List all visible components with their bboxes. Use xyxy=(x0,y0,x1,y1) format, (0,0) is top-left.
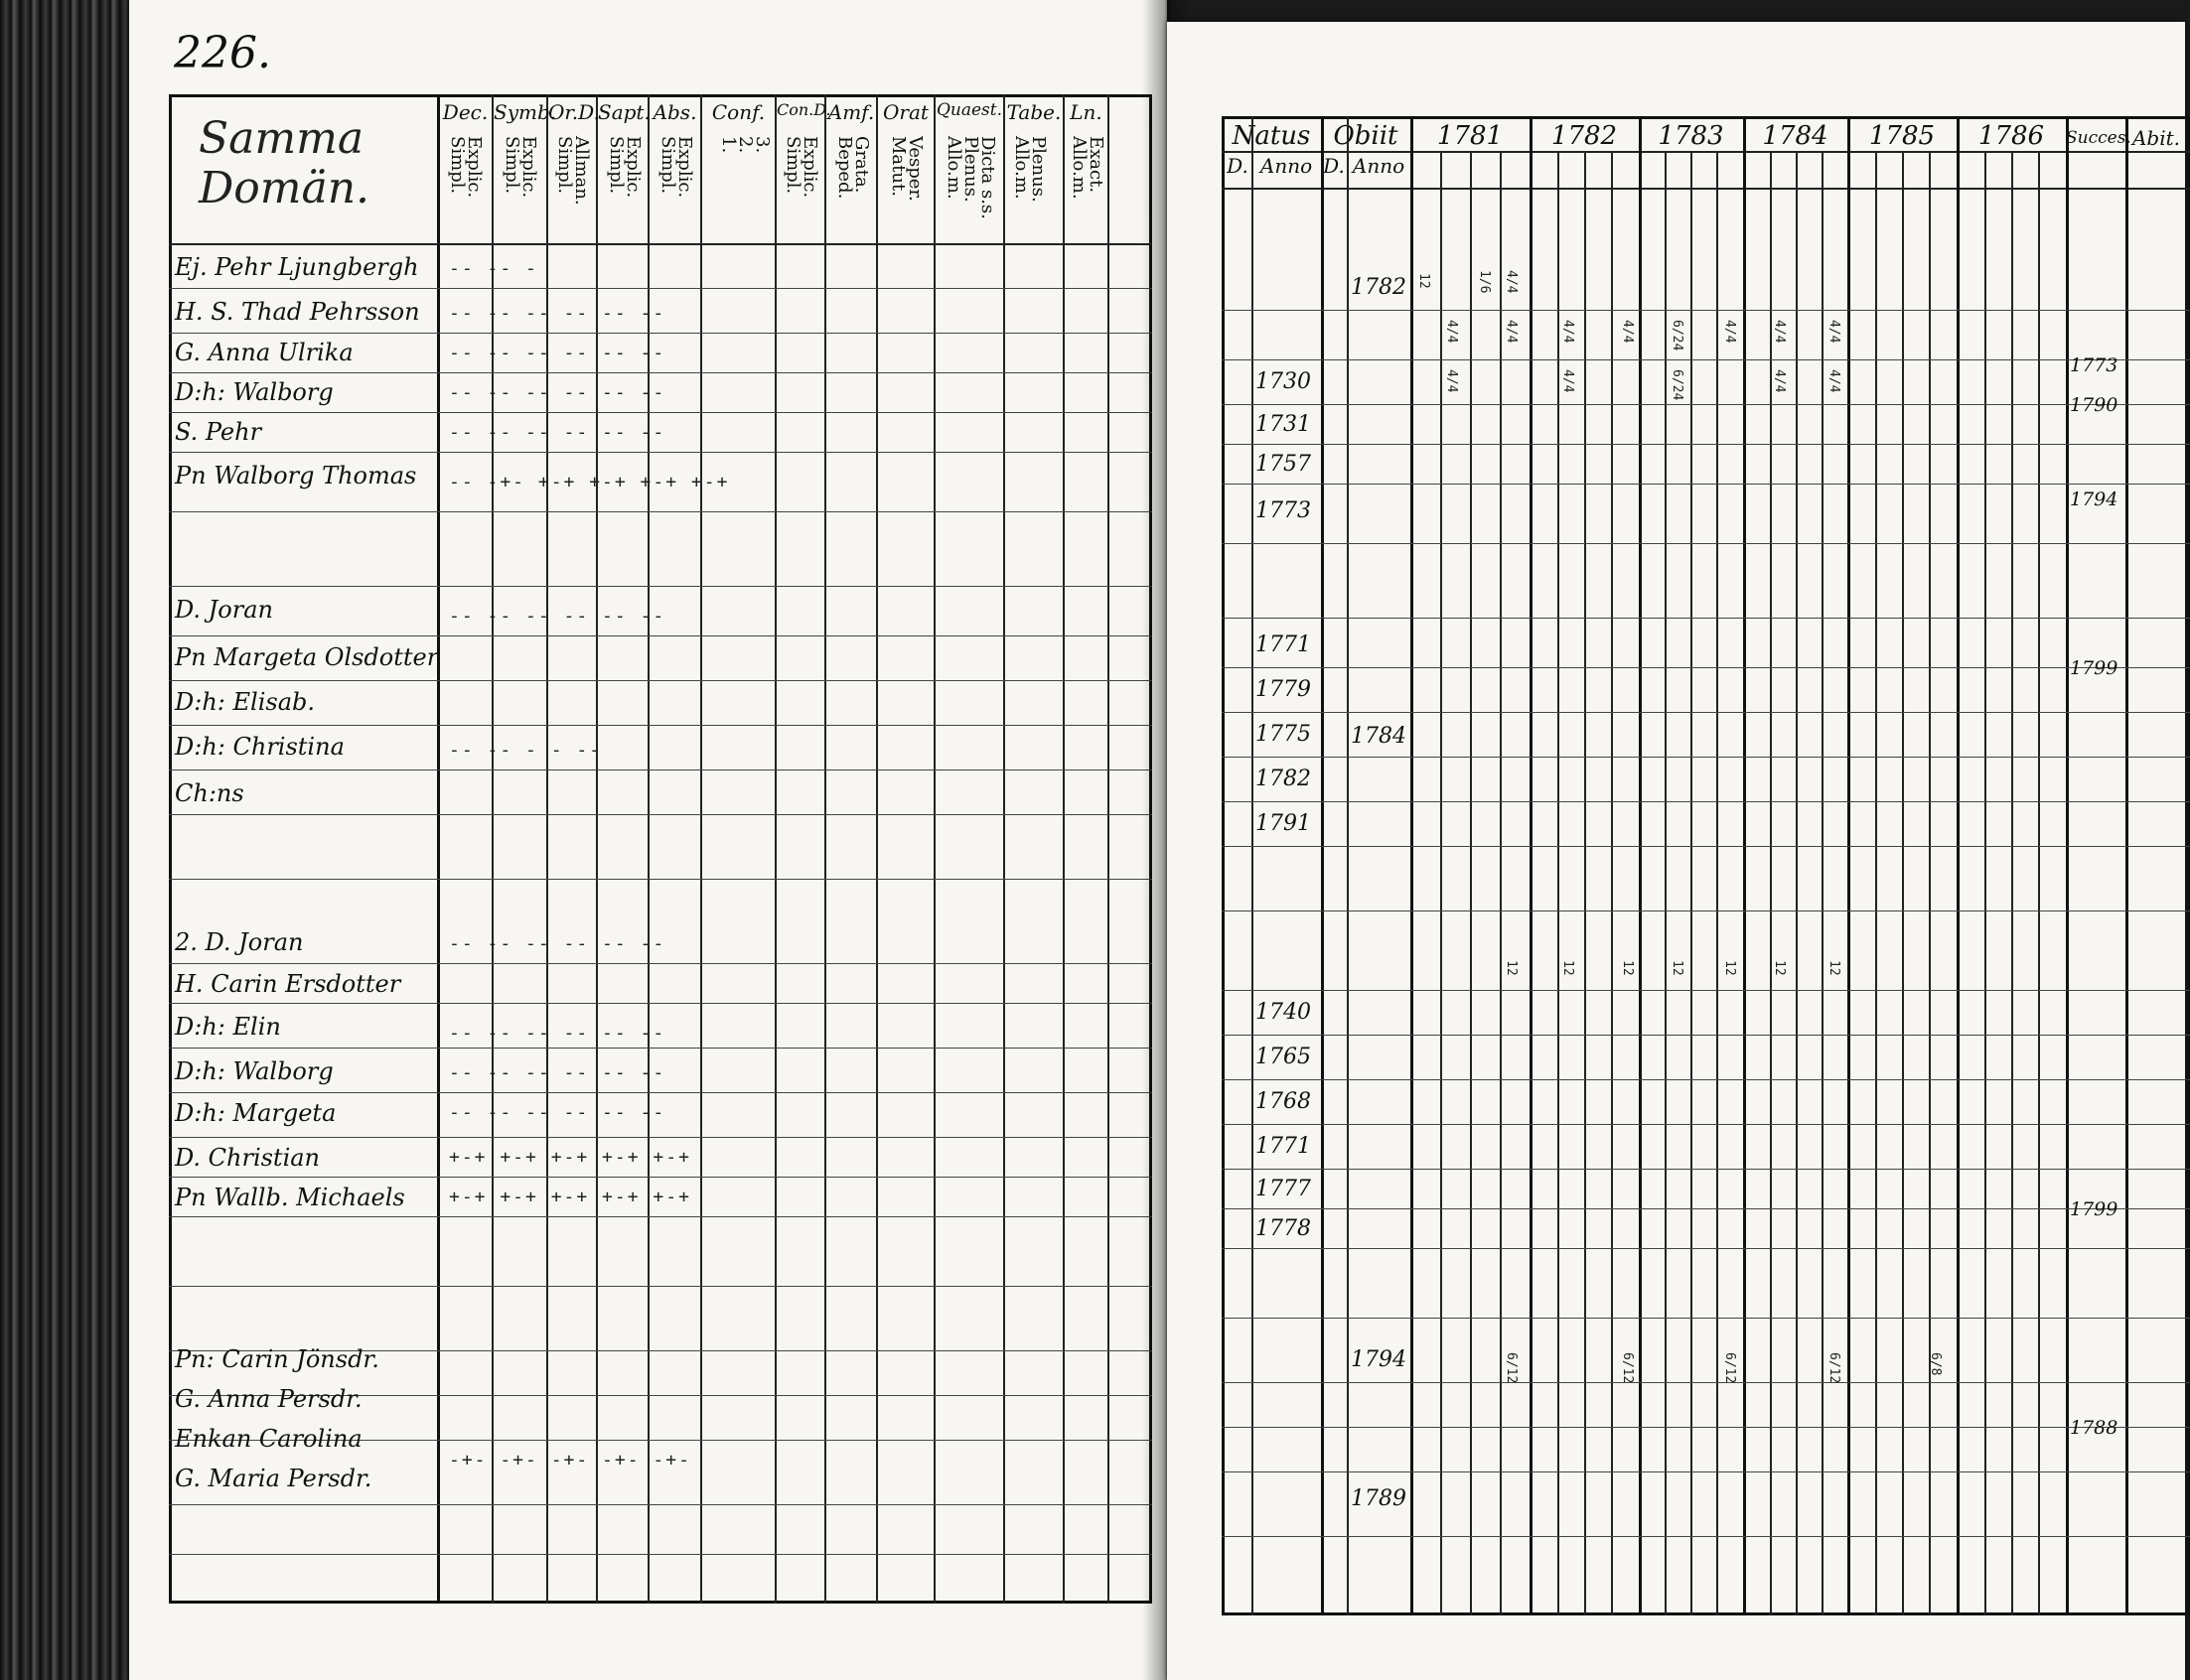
tally-mark: -- -- -- -- -- -- xyxy=(449,1102,666,1123)
minor-divider xyxy=(1470,151,1472,1615)
attendance-mark: 4/4 xyxy=(1560,320,1575,344)
attendance-mark: 4/4 xyxy=(1560,369,1575,393)
death-year: 1794 xyxy=(1351,1347,1406,1372)
tally-mark: -- -- -- -- -- -- xyxy=(449,303,666,324)
year-heading: 1782 xyxy=(1550,121,1618,151)
successit-year: 1773 xyxy=(2070,354,2118,376)
right-register-table xyxy=(1222,116,2190,1615)
column-divider xyxy=(700,94,702,1604)
attendance-mark: 4/4 xyxy=(1722,320,1737,344)
column-divider xyxy=(934,94,936,1604)
name-entry: G. Anna Ulrika xyxy=(175,339,354,366)
natus-day-label: D. xyxy=(1227,154,1248,178)
minor-divider xyxy=(1716,151,1718,1615)
tally-mark: +-+ +-+ +-+ +-+ +-+ xyxy=(449,1187,691,1207)
column-sub-abs: Explic. Simpl. xyxy=(657,136,695,199)
column-divider xyxy=(1743,116,1746,1615)
birth-year: 1771 xyxy=(1255,1134,1311,1159)
attendance-mark: 4/4 xyxy=(1826,320,1841,344)
birth-year: 1771 xyxy=(1255,632,1311,657)
tally-mark: -- -- - - -- xyxy=(449,740,603,761)
heading-line-2: Domän. xyxy=(199,163,370,213)
column-sub-cond: Explic. Simpl. xyxy=(783,136,820,199)
attendance-mark: 6/12 xyxy=(1620,1352,1635,1384)
row-rule xyxy=(169,814,1152,815)
attendance-mark: 6/24 xyxy=(1670,320,1684,351)
column-divider xyxy=(1847,116,1850,1615)
row-rule xyxy=(169,586,1152,587)
column-head-ord: Or.D. xyxy=(548,100,600,124)
column-head-orat: Orat xyxy=(883,100,929,124)
row-rule xyxy=(169,635,1152,636)
tally-mark: -- -- -- -- -- -- xyxy=(449,933,666,954)
name-entry: Pn Walborg Thomas xyxy=(175,462,417,490)
attendance-mark: 4/4 xyxy=(1444,320,1459,344)
column-head-symb: Symb. xyxy=(494,100,557,124)
row-rule xyxy=(1222,484,2190,485)
row-rule xyxy=(169,288,1152,289)
successit-year: 1788 xyxy=(2070,1417,2118,1439)
row-rule xyxy=(169,412,1152,413)
name-entry: Pn: Carin Jönsdr. xyxy=(175,1345,379,1373)
column-divider xyxy=(1251,116,1253,1615)
birth-year: 1768 xyxy=(1255,1089,1311,1114)
attendance-mark: 4/4 xyxy=(1444,369,1459,393)
birth-year: 1773 xyxy=(1255,498,1311,523)
right-page xyxy=(1167,22,2185,1680)
row-rule xyxy=(1222,359,2190,360)
column-sub-ln: Exact. Allo.m. xyxy=(1069,136,1106,200)
minor-divider xyxy=(1929,151,1931,1615)
minor-divider xyxy=(1984,151,1986,1615)
successit-year: 1794 xyxy=(2070,489,2118,510)
minor-divider xyxy=(1796,151,1798,1615)
name-entry: S. Pehr xyxy=(175,418,262,446)
row-rule xyxy=(169,372,1152,373)
tally-mark: -- -+- +-+ +-+ +-+ +-+ xyxy=(449,472,730,492)
name-entry: Pn Wallb. Michaels xyxy=(175,1184,405,1211)
row-rule xyxy=(1222,757,2190,758)
name-entry: D:h: Elin xyxy=(175,1013,281,1041)
column-divider xyxy=(775,94,777,1604)
name-entry: D:h: Christina xyxy=(175,733,345,761)
name-entry: D. Joran xyxy=(175,596,273,624)
column-sub-symb: Explic. Simpl. xyxy=(502,136,539,199)
column-sub-dec: Explic. Simpl. xyxy=(447,136,485,199)
minor-divider xyxy=(2038,151,2040,1615)
year-heading: 1784 xyxy=(1762,121,1828,151)
table-frame xyxy=(1222,116,2190,1615)
minor-divider xyxy=(1822,151,1824,1615)
column-head-conf: Conf. xyxy=(711,100,766,124)
column-head-sapt: Sapt. xyxy=(598,100,651,124)
column-divider xyxy=(876,94,878,1604)
abiit-heading: Abit. xyxy=(2131,126,2181,150)
section-heading xyxy=(199,114,437,213)
minor-divider xyxy=(1875,151,1877,1615)
column-head-amf: Amf. xyxy=(827,100,875,124)
row-rule xyxy=(169,725,1152,726)
column-head-dec: Dec. xyxy=(442,100,489,124)
tally-mark: -- -- -- -- -- -- xyxy=(449,382,666,403)
left-page xyxy=(129,0,1167,1680)
row-rule xyxy=(169,1504,1152,1505)
row-rule xyxy=(1222,1079,2190,1080)
row-rule xyxy=(169,1177,1152,1178)
name-entry: 2. D. Joran xyxy=(175,928,304,956)
row-rule xyxy=(1222,618,2190,619)
column-head-abs: Abs. xyxy=(653,100,697,124)
row-rule xyxy=(1222,310,2190,311)
column-head-ln: Ln. xyxy=(1070,100,1102,124)
attendance-mark: 6/12 xyxy=(1504,1352,1519,1384)
obiit-heading: Obiit xyxy=(1333,121,1398,151)
row-rule xyxy=(169,1003,1152,1004)
left-register-table xyxy=(169,94,1152,1604)
row-rule xyxy=(1222,1169,2190,1170)
tally-mark: -- -- -- -- -- -- xyxy=(449,606,666,627)
row-rule xyxy=(1222,404,2190,405)
row-rule xyxy=(1222,1318,2190,1319)
year-heading: 1783 xyxy=(1658,121,1724,151)
row-rule xyxy=(169,879,1152,880)
column-divider xyxy=(1063,94,1065,1604)
row-rule xyxy=(169,1216,1152,1217)
column-head-cond: Con.D. xyxy=(777,100,831,119)
birth-year: 1765 xyxy=(1255,1045,1311,1069)
minor-divider xyxy=(1440,151,1442,1615)
column-sub-sapt: Explic. Simpl. xyxy=(606,136,644,199)
year-heading: 1786 xyxy=(1977,121,2045,151)
column-divider xyxy=(1639,116,1642,1615)
attendance-mark: 12 xyxy=(1620,960,1635,976)
attendance-mark: 6/24 xyxy=(1670,369,1684,401)
birth-year: 1782 xyxy=(1255,767,1311,791)
death-year: 1782 xyxy=(1351,275,1406,300)
successit-heading: Succes. xyxy=(2066,128,2131,148)
year-heading: 1785 xyxy=(1868,121,1936,151)
column-divider xyxy=(1410,116,1413,1615)
tally-mark: -- -- -- -- -- -- xyxy=(449,1062,666,1083)
column-divider xyxy=(1003,94,1005,1604)
attendance-mark: 4/4 xyxy=(1504,270,1519,294)
page-number: 226. xyxy=(174,28,271,78)
death-year: 1789 xyxy=(1351,1486,1406,1511)
attendance-mark: 12 xyxy=(1560,960,1575,976)
name-entry: D:h: Elisab. xyxy=(175,688,315,716)
header-rule xyxy=(169,243,1152,245)
header-rule xyxy=(1222,151,2190,153)
minor-divider xyxy=(1557,151,1559,1615)
attendance-mark: 6/12 xyxy=(1826,1352,1841,1384)
attendance-mark: 12 xyxy=(1504,960,1519,976)
natus-year-label: Anno xyxy=(1259,154,1313,178)
birth-year: 1730 xyxy=(1255,369,1311,394)
attendance-mark: 4/4 xyxy=(1772,320,1787,344)
row-rule xyxy=(1222,1035,2190,1036)
birth-year: 1757 xyxy=(1255,452,1311,477)
column-divider xyxy=(824,94,826,1604)
birth-year: 1777 xyxy=(1255,1177,1311,1201)
row-rule xyxy=(169,680,1152,681)
row-rule xyxy=(1222,1471,2190,1472)
row-rule xyxy=(1222,1536,2190,1537)
row-rule xyxy=(169,1554,1152,1555)
subheader-rule xyxy=(1222,188,2190,190)
row-rule xyxy=(1222,1248,2190,1249)
name-entry: H. S. Thad Pehrsson xyxy=(175,298,420,326)
row-rule xyxy=(169,452,1152,453)
row-rule xyxy=(1222,846,2190,847)
column-divider xyxy=(2125,116,2128,1615)
attendance-mark: 6/12 xyxy=(1722,1352,1737,1384)
birth-year: 1779 xyxy=(1255,677,1311,702)
name-entry: D:h: Walborg xyxy=(175,378,334,406)
row-rule xyxy=(1222,910,2190,911)
attendance-mark: 4/4 xyxy=(1620,320,1635,344)
tally-mark: -+- -+- -+- -+- -+- xyxy=(449,1450,691,1470)
row-rule xyxy=(169,511,1152,512)
minor-divider xyxy=(2011,151,2013,1615)
attendance-mark: 12 xyxy=(1670,960,1684,976)
book-binding xyxy=(0,0,139,1680)
row-rule xyxy=(1222,1124,2190,1125)
row-rule xyxy=(1222,444,2190,445)
column-head-tabe: Tabe. xyxy=(1006,100,1062,124)
row-rule xyxy=(169,1286,1152,1287)
attendance-mark: 4/4 xyxy=(1772,369,1787,393)
row-rule xyxy=(169,963,1152,964)
column-sub-tabe: Plenus. Allo.m. xyxy=(1011,136,1049,203)
attendance-mark: 12 xyxy=(1416,273,1431,289)
column-sub-amf: Grata. Beped. xyxy=(834,136,872,200)
name-entry: D:h: Margeta xyxy=(175,1099,337,1127)
successit-year: 1799 xyxy=(2070,1198,2118,1220)
column-head-quaest: Quaest. xyxy=(936,100,1003,120)
minor-divider xyxy=(1902,151,1904,1615)
attendance-mark: 4/4 xyxy=(1826,369,1841,393)
minor-divider xyxy=(1500,151,1502,1615)
attendance-mark: 1/6 xyxy=(1477,270,1492,294)
heading-line-1: Samma xyxy=(199,113,365,164)
attendance-mark: 12 xyxy=(1826,960,1841,976)
attendance-mark: 12 xyxy=(1772,960,1787,976)
minor-divider xyxy=(1611,151,1613,1615)
tally-mark: +-+ +-+ +-+ +-+ +-+ xyxy=(449,1147,691,1168)
name-entry: Ch:ns xyxy=(175,779,244,807)
attendance-mark: 12 xyxy=(1722,960,1737,976)
row-rule xyxy=(169,1048,1152,1049)
minor-divider xyxy=(1690,151,1692,1615)
death-year: 1784 xyxy=(1351,724,1406,749)
obiit-day-label: D. xyxy=(1323,154,1345,178)
name-entry: G. Maria Persdr. xyxy=(175,1465,372,1492)
birth-year: 1740 xyxy=(1255,1000,1311,1025)
year-heading: 1781 xyxy=(1436,121,1504,151)
row-rule xyxy=(1222,1208,2190,1209)
row-rule xyxy=(1222,712,2190,713)
tally-mark: -- -- -- -- -- -- xyxy=(449,422,666,443)
successit-year: 1790 xyxy=(2070,394,2118,416)
tally-mark: -- -- - xyxy=(449,258,538,279)
column-sub-ord: Allman. Simpl. xyxy=(554,136,592,206)
tally-mark: -- -- -- -- -- -- xyxy=(449,1023,666,1044)
row-rule xyxy=(1222,990,2190,991)
birth-year: 1731 xyxy=(1255,412,1311,437)
row-rule xyxy=(1222,667,2190,668)
row-rule xyxy=(169,333,1152,334)
birth-year: 1775 xyxy=(1255,722,1311,747)
column-sub-orat: Vesper. Matut. xyxy=(888,136,926,202)
column-divider xyxy=(1530,116,1533,1615)
name-entry: D. Christian xyxy=(175,1144,321,1172)
column-divider xyxy=(2066,116,2069,1615)
minor-divider xyxy=(1584,151,1586,1615)
column-divider xyxy=(1107,94,1109,1604)
name-entry: Pn Margeta Olsdotter xyxy=(175,643,439,671)
name-entry: D:h: Walborg xyxy=(175,1057,334,1085)
name-entry: H. Carin Ersdotter xyxy=(175,970,401,998)
column-sub-quaest: Dicta s.s. Plenus. Allo.m. xyxy=(944,136,998,219)
obiit-year-label: Anno xyxy=(1352,154,1405,178)
row-rule xyxy=(169,1137,1152,1138)
natus-heading: Natus xyxy=(1232,121,1311,151)
birth-year: 1778 xyxy=(1255,1216,1311,1241)
name-entry: G. Anna Persdr. xyxy=(175,1385,363,1413)
row-rule xyxy=(1222,543,2190,544)
name-entry: Ej. Pehr Ljungbergh xyxy=(175,253,419,281)
row-rule xyxy=(169,1092,1152,1093)
birth-year: 1791 xyxy=(1255,811,1311,836)
minor-divider xyxy=(1665,151,1667,1615)
row-rule xyxy=(1222,1427,2190,1428)
row-rule xyxy=(1222,1382,2190,1383)
tally-mark: -- -- -- -- -- -- xyxy=(449,343,666,363)
attendance-mark: 4/4 xyxy=(1504,320,1519,344)
row-rule xyxy=(1222,801,2190,802)
successit-year: 1799 xyxy=(2070,657,2118,679)
column-sub-conf: 3. 2. 1. xyxy=(718,136,773,154)
column-divider xyxy=(1347,116,1349,1615)
attendance-mark: 6/8 xyxy=(1928,1352,1943,1376)
name-entry: Enkan Carolina xyxy=(175,1425,363,1453)
column-divider xyxy=(1321,116,1324,1615)
column-divider xyxy=(1957,116,1960,1615)
